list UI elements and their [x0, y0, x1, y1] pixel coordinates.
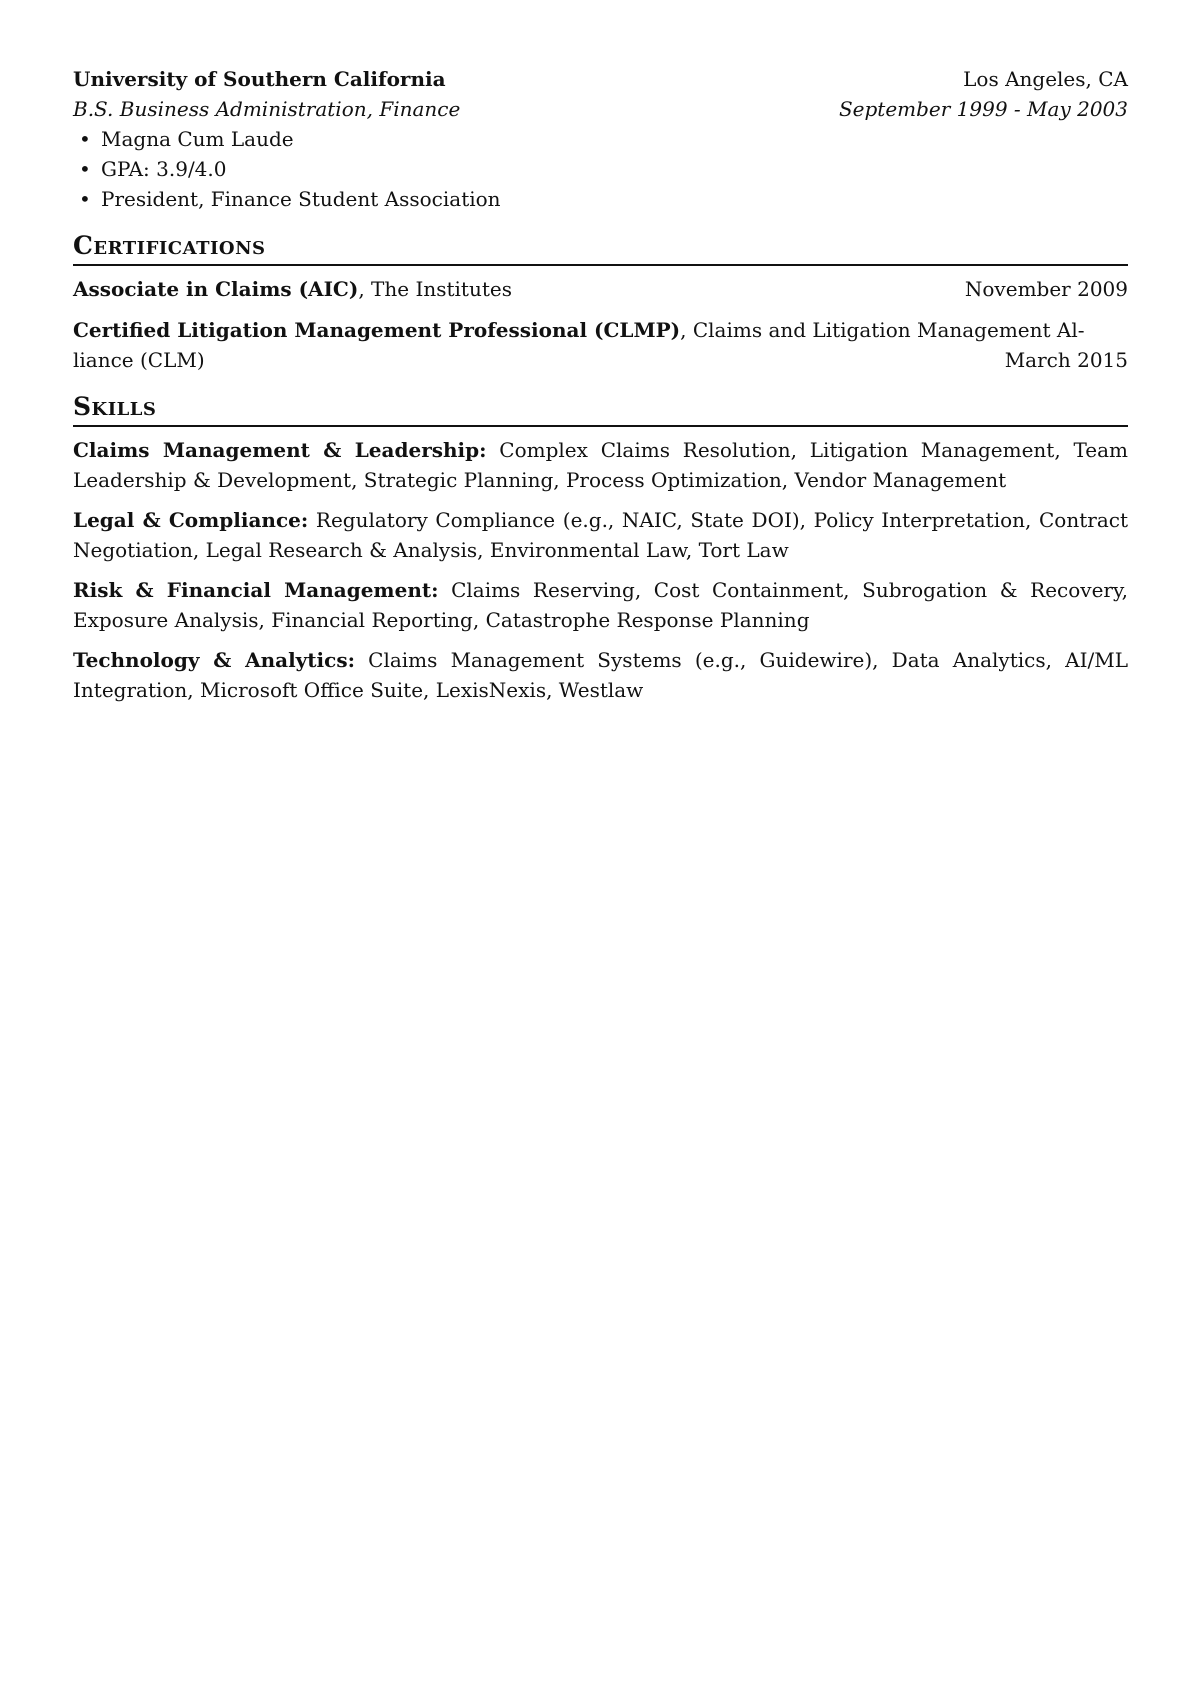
certification-issuer-continued: liance (CLM): [73, 348, 205, 372]
skill-text: Claims Management Systems (e.g., Guidewire), Data Analytics, AI/ML Integration, Microsoft Office Suite, LexisNexis, Westlaw: [73, 648, 1128, 702]
education-degree-row: [73, 94, 1128, 124]
list-item: [73, 154, 1128, 184]
resume-page: [73, 64, 1128, 705]
skill-text: Regulatory Compliance (e.g., NAIC, State DOI), Policy Interpretation, Contract Negotiation, Legal Research & Analysis, Environmental Law, Tort Law: [73, 508, 1128, 562]
skills-heading: Skills: [73, 391, 1128, 427]
list-item: [73, 184, 1128, 214]
skill-text: Complex Claims Resolution, Litigation Management, Team Leadership & Development, Strategic Planning, Process Optimization, Vendor Management: [73, 438, 1128, 492]
skill-label: Risk & Financial Management:: [73, 578, 439, 602]
bullet-icon: •: [79, 127, 91, 151]
certifications-heading: Certifications: [73, 230, 1128, 266]
certification-entry: [73, 274, 1128, 304]
skill-label: Legal & Compliance:: [73, 508, 309, 532]
certification-line: [73, 274, 1128, 304]
skill-text: Claims Reserving, Cost Containment, Subrogation & Recovery, Exposure Analysis, Financial Reporting, Catastrophe Response Planning: [73, 578, 1128, 632]
skill-entry: [73, 575, 1128, 635]
certification-line: [73, 315, 1128, 345]
skill-entry: [73, 435, 1128, 495]
school-location: Los Angeles, CA: [963, 67, 1128, 91]
skill-label: Technology & Analytics:: [73, 648, 355, 672]
certifications-section: [73, 274, 1128, 375]
bullet-text: Magna Cum Laude: [101, 127, 294, 151]
skills-section: [73, 435, 1128, 705]
skill-label: Claims Management & Leadership:: [73, 438, 487, 462]
certification-line-continued: [73, 345, 1128, 375]
certification-date: March 2015: [1004, 348, 1128, 372]
list-item: [73, 124, 1128, 154]
school-name: University of Southern California: [73, 67, 446, 91]
skill-entry: [73, 645, 1128, 705]
certification-name: Certified Litigation Management Professional (CLMP): [73, 318, 681, 342]
certification-issuer: , The Institutes: [358, 277, 512, 301]
degree: B.S. Business Administration, Finance: [73, 97, 461, 121]
education-entry: [73, 64, 1128, 214]
certification-date: November 2009: [964, 277, 1128, 301]
education-bullets: [73, 124, 1128, 214]
bullet-text: GPA: 3.9/4.0: [101, 157, 227, 181]
bullet-text: President, Finance Student Association: [101, 187, 501, 211]
education-dates: September 1999 - May 2003: [838, 97, 1128, 121]
certification-entry: [73, 315, 1128, 375]
certification-name: Associate in Claims (AIC): [73, 277, 359, 301]
education-header-row: [73, 64, 1128, 94]
bullet-icon: •: [79, 187, 91, 211]
bullet-icon: •: [79, 157, 91, 181]
skill-entry: [73, 505, 1128, 565]
certification-issuer: , Claims and Litigation Management Al-: [680, 318, 1085, 342]
certification-title: [73, 274, 512, 304]
